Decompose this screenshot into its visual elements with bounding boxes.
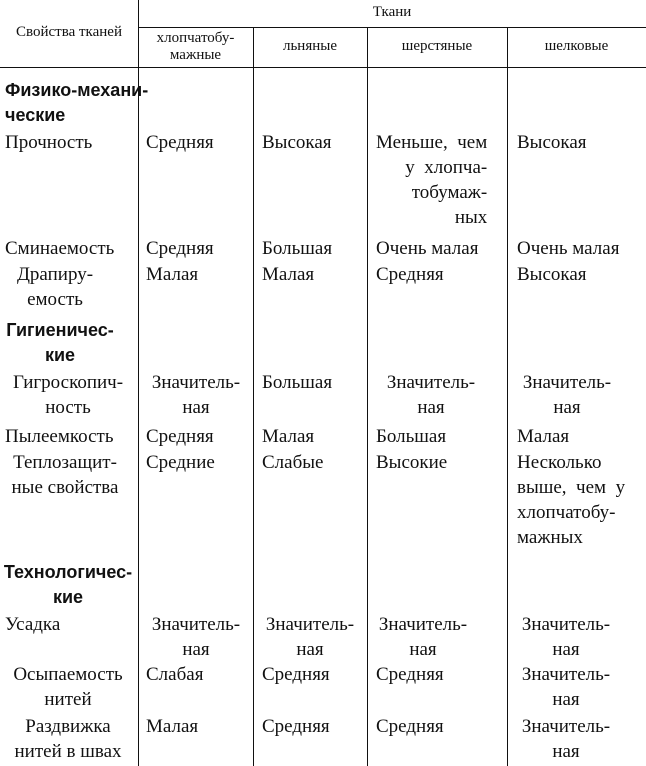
value-cell: Высокие	[376, 452, 448, 473]
value-cell: Значитель- ная	[265, 614, 355, 660]
property-label: Усадка	[5, 614, 61, 635]
value-cell: Слабая	[146, 664, 204, 685]
value-cell: Большая	[262, 238, 333, 259]
value-cell: Значитель- ная	[521, 664, 611, 710]
value-cell: Средняя	[146, 238, 214, 259]
value-cell: Большая	[262, 372, 333, 393]
value-cell: Большая	[376, 426, 447, 447]
section-title: Технологичес- кие	[3, 562, 133, 607]
value-cell: Малая	[146, 264, 199, 285]
value-cell: Средняя	[146, 426, 214, 447]
header-properties: Свойства тканей	[15, 24, 122, 40]
property-label: Осыпаемость нитей	[13, 664, 123, 710]
value-cell: Значитель- ная	[521, 716, 611, 762]
value-cell: Малая	[146, 716, 199, 737]
value-cell: Значитель- ная	[521, 614, 611, 660]
value-cell: Малая	[262, 426, 315, 447]
value-cell: Малая	[517, 426, 570, 447]
value-cell: Средняя	[376, 664, 444, 685]
value-cell: Высокая	[517, 264, 587, 285]
value-cell: Очень малая	[517, 238, 620, 259]
header-col-cotton: хлопчатобу- мажные	[156, 30, 235, 63]
property-label: Прочность	[5, 132, 93, 153]
property-label: Теплозащит- ные свойства	[11, 452, 119, 498]
header-col-linen: льняные	[282, 38, 338, 54]
value-cell: Значитель- ная	[378, 614, 468, 660]
value-cell: Малая	[262, 264, 315, 285]
property-label: Пылеемкость	[5, 426, 114, 447]
value-cell: Средняя	[262, 664, 330, 685]
property-label: Сминаемость	[5, 238, 115, 259]
value-cell: Высокая	[262, 132, 332, 153]
value-cell: Средняя	[376, 716, 444, 737]
header-col-silk: шелковые	[544, 38, 609, 54]
property-label: Гигроскопич- ность	[12, 372, 124, 418]
value-cell: Средняя	[262, 716, 330, 737]
value-cell: Средняя	[146, 132, 214, 153]
value-cell: Средняя	[376, 264, 444, 285]
section-title: Гигиеничес- кие	[6, 320, 114, 365]
property-label: Драпиру- емость	[16, 264, 94, 310]
value-cell: Очень малая	[376, 238, 479, 259]
value-cell: Значитель- ная	[386, 372, 476, 418]
value-cell: Слабые	[262, 452, 324, 473]
value-cell: Средние	[146, 452, 215, 473]
value-cell: Несколько выше, чем у хлопчатобу- мажных	[517, 452, 626, 548]
header-fabrics: Ткани	[372, 4, 412, 20]
value-cell: Значитель- ная	[151, 614, 241, 660]
header-divider	[138, 27, 646, 28]
property-label: Раздвижка нитей в швах	[14, 716, 122, 762]
value-cell: Меньше, чем у хлопча- тобумаж- ных	[376, 132, 488, 228]
value-cell: Значитель- ная	[151, 372, 241, 418]
value-cell: Значитель- ная	[522, 372, 612, 418]
header-bottom-rule	[0, 67, 646, 68]
value-cell: Высокая	[517, 132, 587, 153]
section-title: Физико-механи- ческие	[5, 80, 149, 125]
header-col-wool: шерстяные	[401, 38, 473, 54]
